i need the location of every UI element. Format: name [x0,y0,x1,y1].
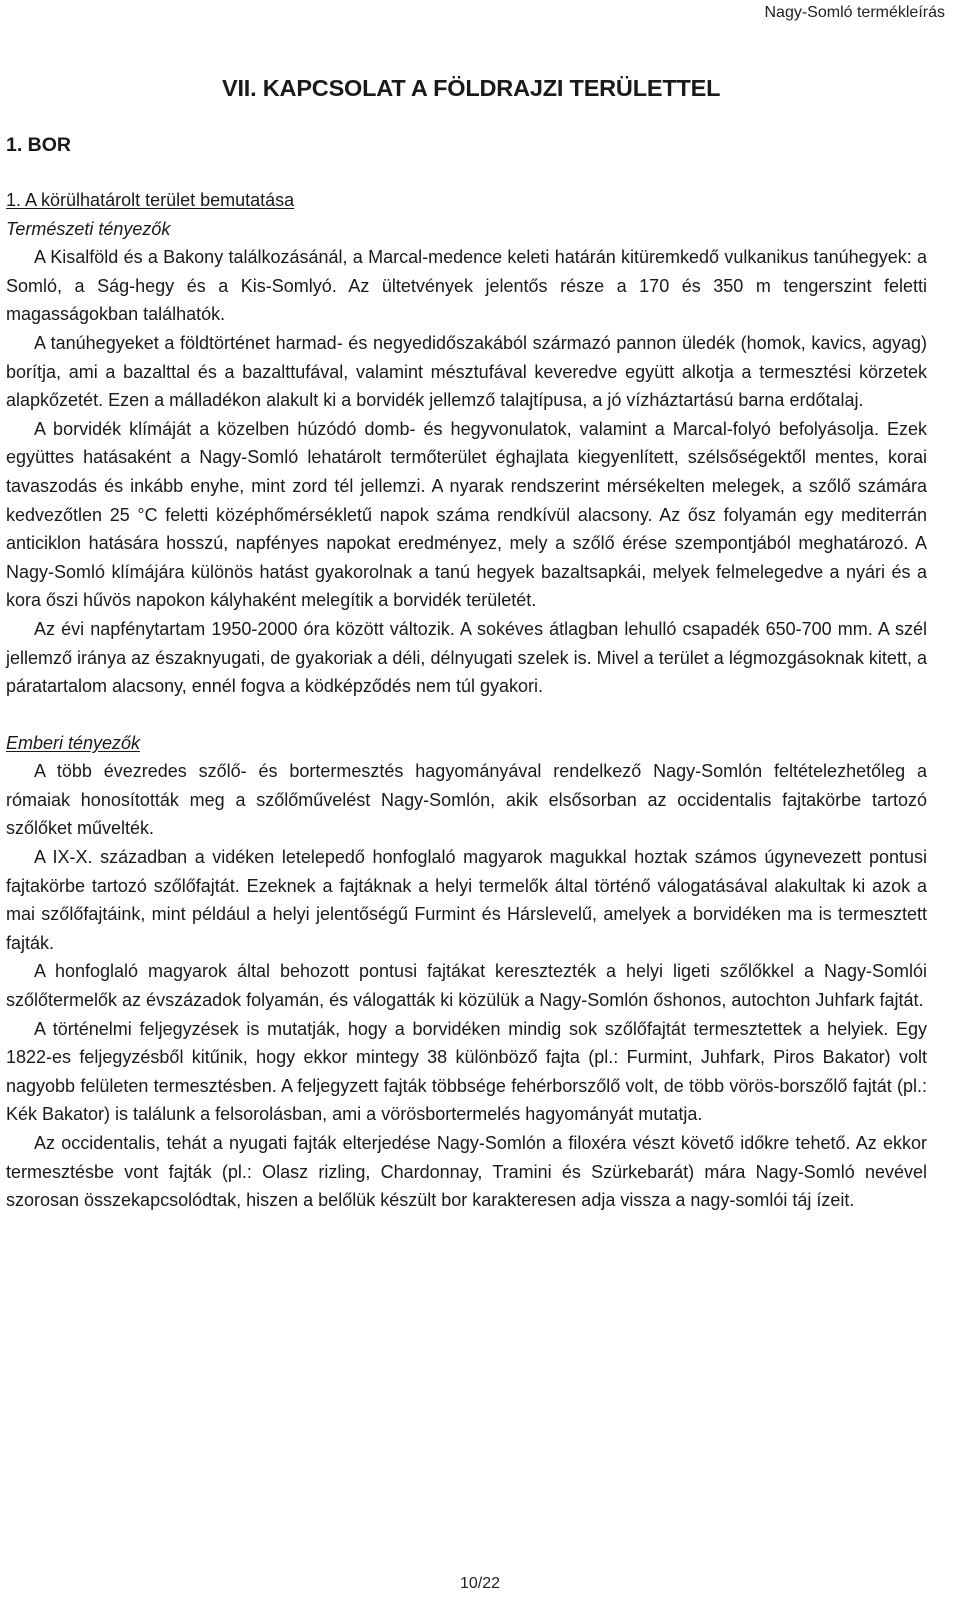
human-factors-paragraph-3: A honfoglaló magyarok által behozott pontusi fajtákat keresztezték a helyi ligeti szőlőkkel a Nagy-Somlói szőlőtermelők az évszázadok folyamán, és válogatták ki közülük a Nagy-Somlón őshonos, autochton Juhfark fajtát. [6,961,927,1011]
natural-factors-paragraph-1: A Kisalföld és a Bakony találkozásánál, a Marcal-medence keleti határán kitüremkedő vulkanikus tanúhegyek: a Somló, a Ság-hegy és a Kis-Somlyó. Az ültetvények jelentős része a 170 és 350 m tengerszint feletti magasságokban találhatók. [6,247,927,325]
human-factors-heading: Emberi tényezők [6,732,141,753]
human-factors-paragraph-1: A több évezredes szőlő- és bortermesztés hagyományával rendelkező Nagy-Somlón feltételezhetőleg a rómaiak honosították meg a szőlőművelést Nagy-Somlón, akik elsősorban az occidentalis fajtakörbe tartozó szőlőket művelték. [6,761,927,839]
human-factors-paragraph-5: Az occidentalis, tehát a nyugati fajták elterjedése Nagy-Somlón a filoxéra vészt követő időkre tehető. Az ekkor termesztésbe vont fajták (pl.: Olasz rizling, Chardonnay, Tramini és Szürkebarát) mára Nagy-Somló nevével szorosan összekapcsolódtak, hiszen a belőlük készült bor karakteresen adja vissza a nagy-somlói táj ízeit. [6,1133,927,1211]
chapter-title: VII. KAPCSOLAT A FÖLDRAJZI TERÜLETTEL [222,75,721,101]
human-factors-paragraph-4: A történelmi feljegyzések is mutatják, hogy a borvidéken mindig sok szőlőfajtát termesztettek a helyiek. Egy 1822-es feljegyzésből kitűnik, hogy ekkor mintegy 38 különböző fajta (pl.: Furmint, Juhfark, Piros Bakator) volt nagyobb felületen termesztésben. A feljegyzett fajták többsége fehérborszőlő volt, de több vörös-borszőlő fajtát (pl.: Kék Bakator) is találunk a felsorolásban, ami a vörösbortermelés hagyományát mutatja. [6,1018,927,1125]
natural-factors-paragraph-4: Az évi napfénytartam 1950-2000 óra között változik. A sokéves átlagban lehulló csapadék 650-700 mm. A szél jellemző iránya az északnyugati, de gyakoriak a déli, délnyugati szelek is. Mivel a terület a légmozgásoknak kitett, a páratartalom alacsony, ennél fogva a ködképződés nem túl gyakori. [6,618,927,697]
natural-factors-paragraph-3: A borvidék klímáját a közelben húzódó domb- és hegyvonulatok, valamint a Marcal-folyó befolyásolja. Ezek együttes hatásaként a Nagy-Somló lehatárolt termőterület éghajlata kiegyenlített, szélsőségektől mentes, korai tavaszodás és inkább enyhe, mint zord tél jellemzi. A nyarak rendszerint mérsékelten melegek, a szőlő számára kedvezőtlen 25 °C feletti középhőmérsékletű napok száma rendkívül alacsony. Az ősz folyamán egy mediterrán anticiklon hatására hosszú, napfényes napokat eredményez, mely a szőlő érése szempontjából meghatározó. A Nagy-Somló klímájára különös hatást gyakorolnak a tanú hegyek bazaltsapkái, melyek felmelegedve a nyári és a kora őszi hűvös napokon kályhaként melegítik a borvidék területét. [6,418,927,611]
natural-factors-paragraph-2: A tanúhegyeket a földtörténet harmad- és negyedidőszakából származó pannon üledék (homok, kavics, agyag) borítja, ami a bazalttal és a bazalttufával, valamint mésztufával keveredve együtt alkotja a termesztési körzetek alapkőzetét. Ezen a málladékon alakult ki a borvidék jellemző talajtípusa, a jó vízháztartású barna erdőtalaj. [6,332,927,411]
page-number: 10/22 [459,1575,501,1592]
section-spacer [6,701,927,729]
section-label: 1. BOR [6,134,72,156]
subsection-title: 1. A körülhatárolt terület bemutatása [6,190,295,210]
natural-factors-heading: Természeti tényezők [6,218,171,239]
document-body [6,186,927,1215]
human-factors-paragraph-2: A IX-X. században a vidéken letelepedő honfoglaló magyarok magukkal hoztak számos úgynevezett pontusi fajtakörbe tartozó szőlőfajtát. Ezeknek a fajtáknak a helyi termelők által történő válogatásával alakultak ki azok a mai szőlőfajtáink, mint például a helyi jelentőségű Furmint és Hárslevelű, amelyek a borvidéken ma is termesztett fajták. [6,847,927,953]
running-header: Nagy-Somló termékleírás [764,4,945,21]
